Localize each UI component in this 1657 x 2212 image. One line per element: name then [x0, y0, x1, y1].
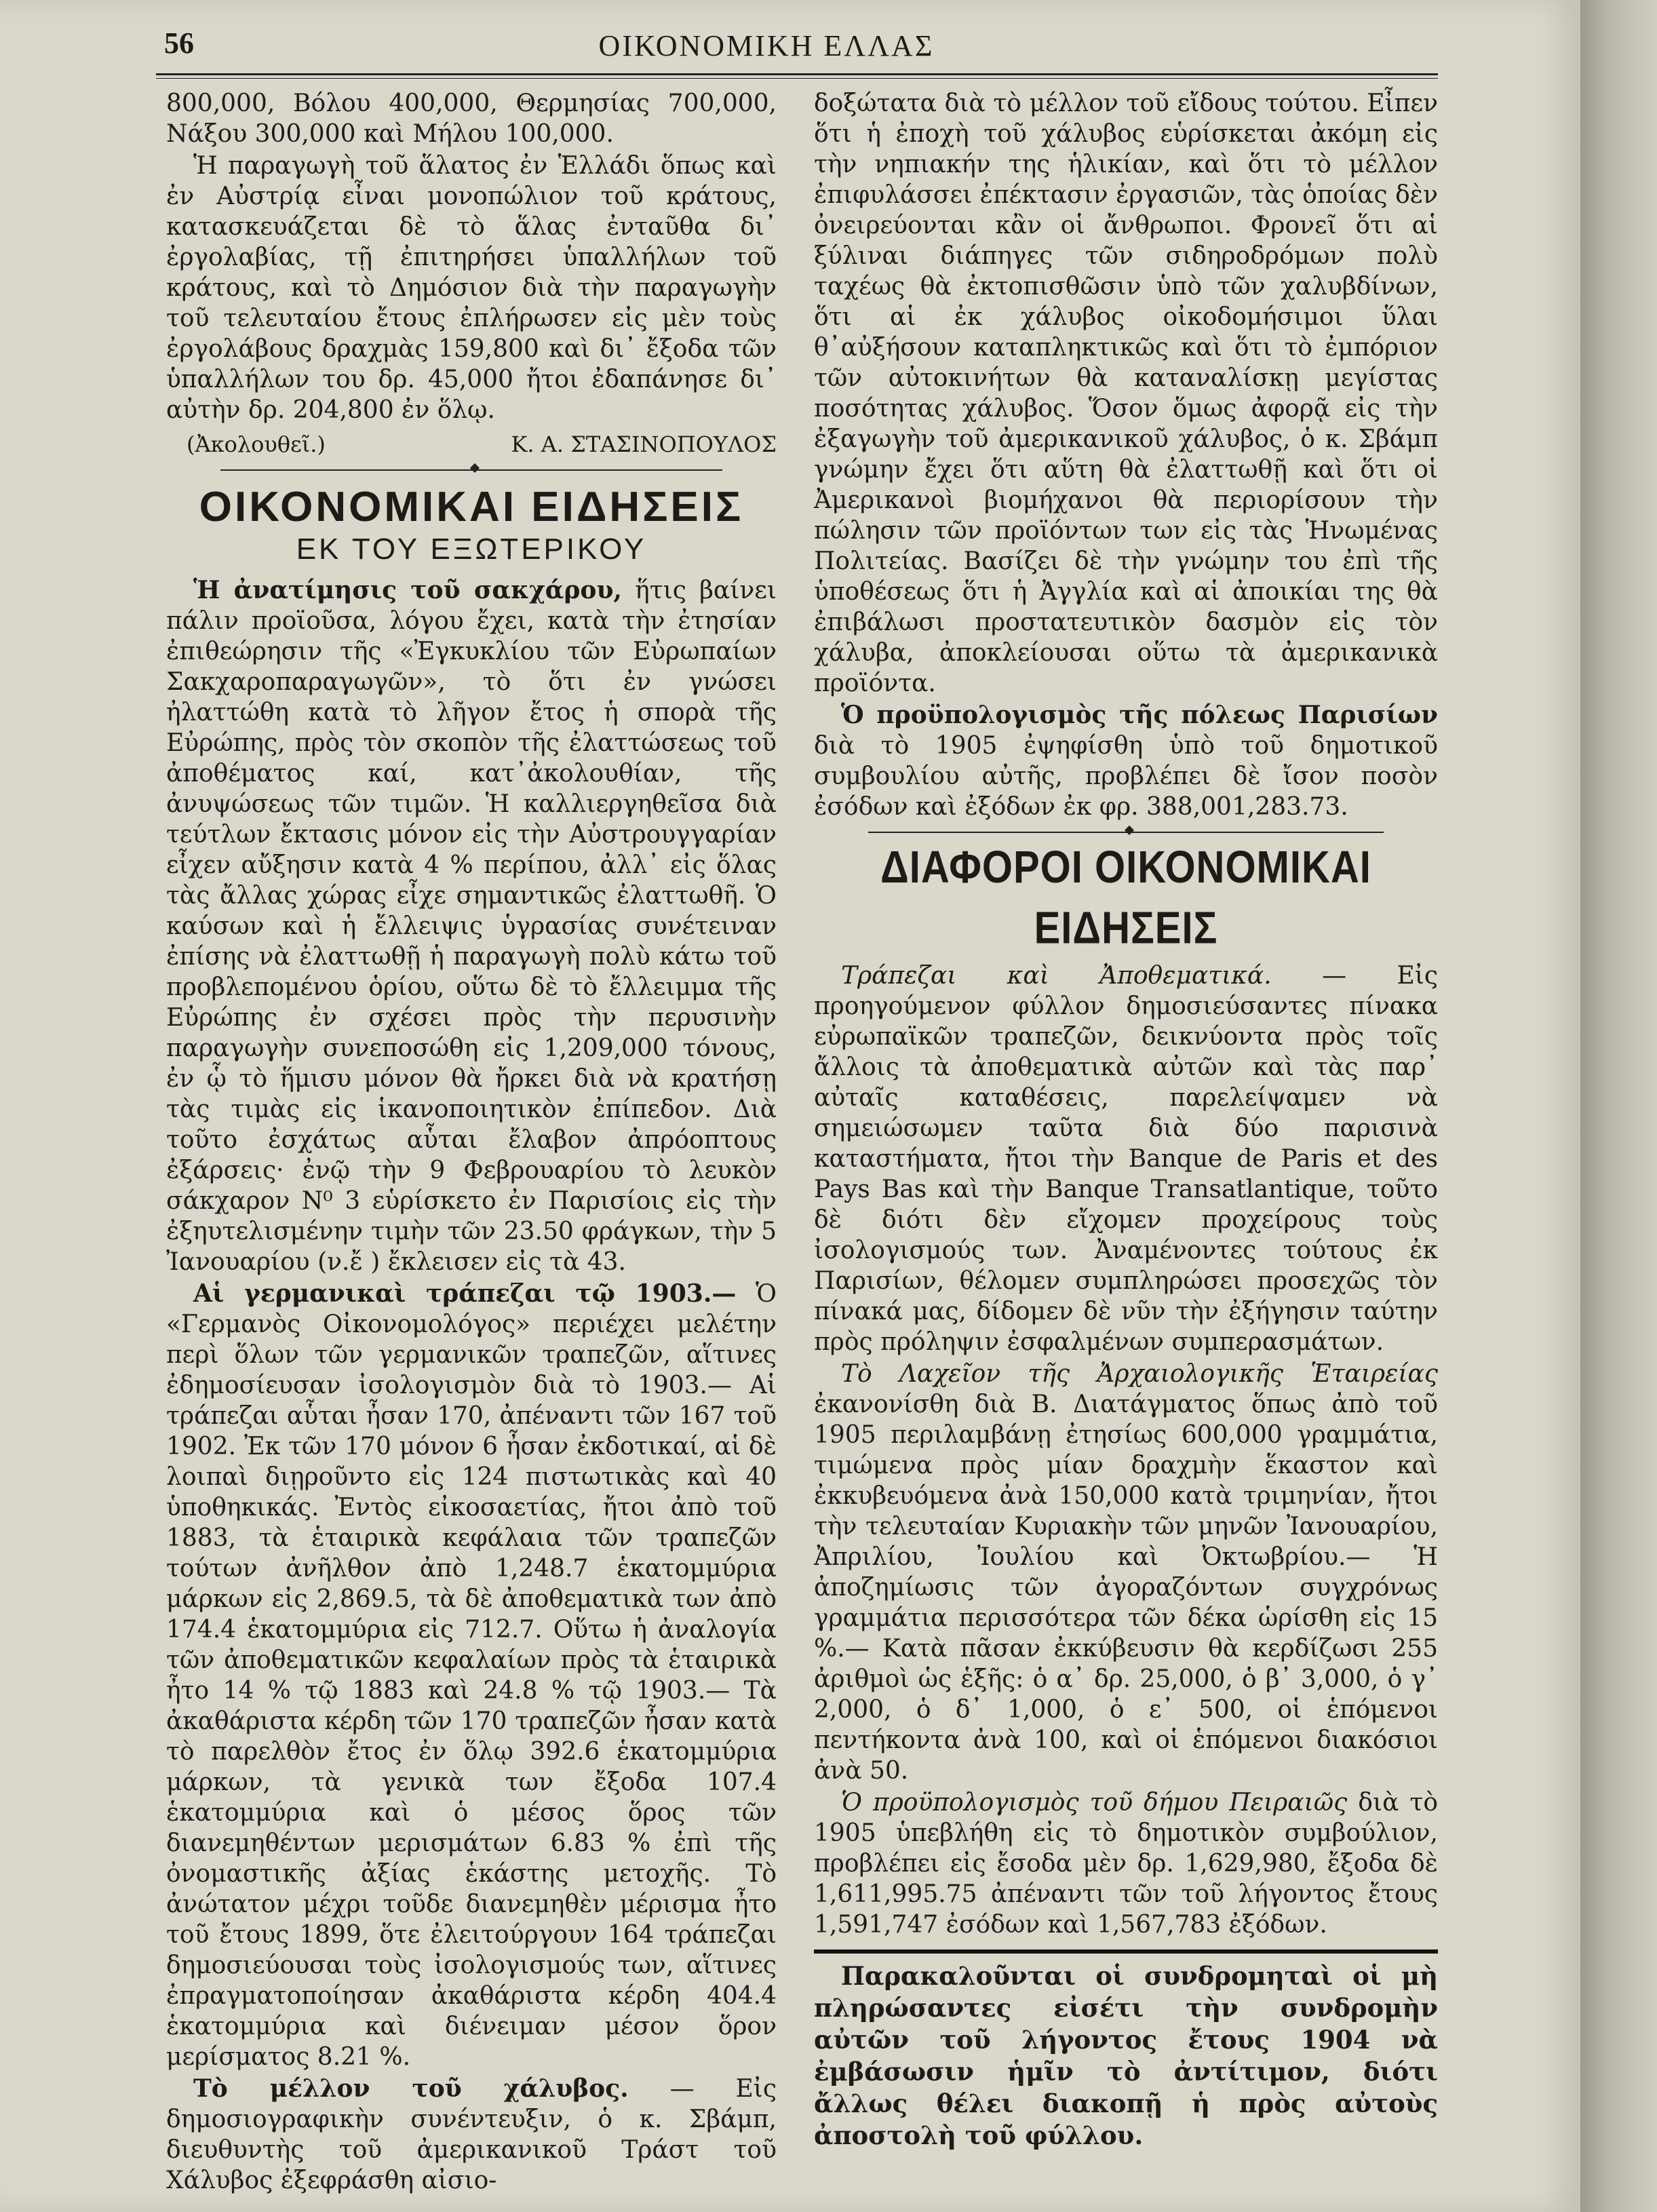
- subscriber-notice-text: Παρακαλοῦνται οἱ συνδρομηταὶ οἱ μὴ πληρώσαντες εἰσέτι τὴν συνδρομὴν αὐτῶν τοῦ λήγοντος ἔτους 1904 νὰ ἐμβάσωσιν ἡμῖν τὸ ἀντίτιμον, διότι ἄλλως θέλει διακοπῇ ἡ πρὸς αὐτοὺς ἀποστολὴ τοῦ φύλλου.: [814, 1961, 1438, 2150]
- article-lead-piraeus-budget: Ὁ προϋπολογισμὸς τοῦ δήμου Πειραιῶς: [841, 1789, 1348, 1817]
- article-lead-paris-budget: Ὁ προϋπολογισμὸς τῆς πόλεως Παρισίων: [841, 701, 1438, 729]
- continued-note: (Ἀκολουθεῖ.): [187, 431, 326, 457]
- article-lead-lottery: Τὸ Λαχεῖον τῆς Ἀρχαιολογικῆς Ἑταιρείας: [841, 1360, 1438, 1388]
- article-archaeological-lottery: [814, 1359, 1438, 1786]
- page-number: 56: [164, 26, 194, 60]
- section-title-foreign-news: ΟΙΚΟΝΟΜΙΚΑΙ ΕΙΔΗΣΕΙΣ: [199, 484, 744, 530]
- notice-rule: [814, 1949, 1438, 1954]
- article-body-german-banks: Ὁ «Γερμανὸς Οἰκονομολόγος» περιέχει μελέτην περὶ ὅλων τῶν γερμανικῶν τραπεζῶν, αἵτινες ἐδημοσίευσαν ἰσολογισμὸν διὰ τὸ 1903.— Αἱ τράπεζαι αὗται ἦσαν 170, ἀπέναντι τῶν 167 τοῦ 1902. Ἐκ τῶν 170 μόνον 6 ἦσαν ἐκδοτικαί, αἱ δὲ λοιπαὶ διῃροῦντο εἰς 124 πιστωτικὰς καὶ 40 ὑποθηκικάς. Ἐντὸς εἰκοσαετίας, ἤτοι ἀπὸ τοῦ 1883, τὰ ἑταιρικὰ κεφάλαια τῶν τραπεζῶν τούτων ἀνῆλθον ἀπὸ 1,248.7 ἑκατομμύρια μάρκων εἰς 2,869.5, τὰ δὲ ἀποθεματικὰ των ἀπὸ 174.4 ἑκατομμύρια εἰς 712.7. Οὕτω ἡ ἀναλογία τῶν ἀποθεματικῶν κεφαλαίων πρὸς τὰ ἑταιρικὰ ἦτο 14 % τῷ 1883 καὶ 24.8 % τῷ 1903.— Τὰ ἀκαθάριστα κέρδη τῶν 170 τραπεζῶν ἦσαν κατὰ τὸ παρελθὸν ἔτος ἐν ὅλῳ 392.6 ἑκατομμύρια μάρκων, τὰ γενικὰ των ἔξοδα 107.4 ἑκατομμύρια καὶ ὁ μέσος ὅρος τῶν διανεμηθέντων μερισμάτων 6.83 % ἐπὶ τῆς ὀνομαστικῆς ἀξίας ἑκάστης μετοχῆς. Τὸ ἀνώτατον μέχρι τοῦδε διανεμηθὲν μέρισμα ἦτο τοῦ ἔτους 1899, ὅτε ἐλειτούργουν 164 τράπεζαι δημοσιεύουσαι τοὺς ἰσολογισμούς των, αἵτινες ἐπραγματοποίησαν ἀκαθάριστα κέρδη 404.4 ἑκατομμύρια καὶ διένειμαν μέσον ὅρον μερίσματος 8.21 %.: [166, 1280, 777, 2071]
- page-header: [102, 14, 1431, 75]
- article-signature: [166, 429, 777, 460]
- article-body-steel: — Εἰς δημοσιογραφικὴν συνέντευξιν, ὁ κ. Σβάμπ, διευθυντὴς τοῦ ἀμερικανικοῦ Τράστ τοῦ Χάλυβος ἐξεφράσθη αἰσιο-: [166, 2075, 777, 2194]
- article-body-piraeus-budget: διὰ τὸ 1905 ὑπεβλήθη εἰς τὸ δημοτικὸν συμβούλιον, προβλέπει εἰς ἔσοδα μὲν δρ. 1,629,980, ἔξοδα δὲ 1,611,995.75 ἀπέναντι τῶν τοῦ λήγοντος ἔτους 1,591,747 ἐσόδων καὶ 1,567,783 ἐξόδων.: [814, 1789, 1439, 1939]
- article-lead-banks-reserves: Τράπεζαι καὶ Ἀποθεματικά.: [841, 962, 1272, 990]
- article-lead-steel: Τὸ μέλλον τοῦ χάλυβος.: [193, 2074, 629, 2103]
- article-steel: [166, 2074, 777, 2196]
- article-body-sugar: ἥτις βαίνει πάλιν προϊοῦσα, λόγου ἔχει, κατὰ τὴν ἐτησίαν ἐπιθεώρησιν τῆς «Ἐγκυκλίου τῶν Εὐρωπαίων Σακχαροπαραγωγῶν», τὸ ὅτι ἐν γνώσει ἠλαττώθη κατὰ τὸ λῆγον ἔτος ἡ σπορὰ τῆς Εὐρώπης, πρὸς τὸν σκοπὸν τῆς ἐλαττώσεως τοῦ ἀποθέματος καί, κατ᾽ἀκολουθίαν, τῆς ἀνυψώσεως τῶν τιμῶν. Ἡ καλλιεργηθεῖσα διὰ τεύτλων ἔκτασις μόνον εἰς τὴν Αὐστρουγγαρίαν εἶχεν αὔξησιν κατὰ 4 % περίπου, ἀλλ᾽ εἰς ὅλας τὰς ἄλλας χώρας εἶχε σημαντικῶς ἐλαττωθῆ. Ὁ καύσων καὶ ἡ ἔλλειψις ὑγρασίας συνέτειναν ἐπίσης νὰ ἐλαττωθῇ ἡ παραγωγὴ πολὺ κάτω τοῦ προβλεπομένου ὁρίου, οὕτω δὲ τὸ ἔλλειμμα τῆς Εὐρώπης ἐν σχέσει πρὸς τὴν περυσινὴν παραγωγὴν συνεποσώθη εἰς 1,209,000 τόνους, ἐν ᾧ τὸ ἥμισυ μόνον θὰ ἤρκει διὰ νὰ κρατήσῃ τὰς τιμὰς εἰς ἱκανοποιητικὸν ἐπίπεδον. Διὰ τοῦτο ἐσχάτως αὗται ἔλαβον ἀπρόοπτους ἐξάρσεις· ἐνῷ τὴν 9 Φεβρουαρίου τὸ λευκὸν σάκχαρον N⁰ 3 εὑρίσκετο ἐν Παρισίοις εἰς τὴν ἐξηυτελισμένην τιμὴν τῶν 23.50 φράγκων, τὴν 5 Ἰανουαρίου (ν.ἔ ) ἔκλεισεν εἰς τὰ 43.: [166, 577, 777, 1276]
- section-subtitle-foreign: ΕΚ ΤΟΥ ΕΞΩΤΕΡΙΚΟΥ: [296, 532, 647, 566]
- paragraph-salt-production: Ἡ παραγωγὴ τοῦ ἅλατος ἐν Ἑλλάδι ὅπως καὶ ἐν Αὐστρίᾳ εἶναι μονοπώλιον τοῦ κράτους, κατασκευάζεται δὲ τὸ ἅλας ἐνταῦθα δι᾽ ἐργολαβίας, τῇ ἐπιτηρήσει ὑπαλλήλων τοῦ κράτους, καὶ τὸ Δημόσιον διὰ τὴν παραγωγὴν τοῦ τελευταίου ἔτους ἐπλήρωσεν εἰς μὲν τοὺς ἐργολάβους δραχμὰς 159,800 καὶ δι᾽ ἔξοδα τῶν ὑπαλλήλων του δρ. 45,000 ἤτοι ἐδαπάνησε δι᾽ αὐτὴν δρ. 204,800 ἐν ὅλῳ.: [166, 152, 777, 424]
- article-banks-reserves: [814, 961, 1438, 1357]
- diamond-ornament-icon: [470, 463, 480, 473]
- article-body-paris-budget: διὰ τὸ 1905 ἐψηφίσθη ὑπὸ τοῦ δημοτικοῦ συμβουλίου αὐτῆς, προβλέπει δὲ ἴσον ποσὸν ἐσόδων καὶ ἐξόδων ἐκ φρ. 388,001,283.73.: [814, 732, 1438, 821]
- header-rule: [156, 73, 1438, 79]
- article-sugar: [166, 575, 777, 1277]
- section-title-misc-news: ΔΙΑΦΟΡΟΙ ΟΙΚΟΝΟΜΙΚΑΙ ΕΙΔΗΣΕΙΣ: [880, 842, 1371, 954]
- article-lead-sugar: Ἡ ἀνατίμησις τοῦ σακχάρου,: [193, 576, 622, 604]
- article-lead-german-banks: Αἱ γερμανικαὶ τράπεζαι τῷ 1903.—: [193, 1279, 737, 1308]
- article-piraeus-budget: [814, 1787, 1438, 1940]
- ornament-divider: [220, 469, 722, 480]
- paragraph-salt-figures: 800,000, Βόλου 400,000, Θερμησίας 700,000, Νάξου 300,000 καὶ Μήλου 100,000.: [166, 90, 777, 148]
- author-name: Κ. Α. ΣΤΑΣΙΝΟΠΟΥΛΟΣ: [511, 431, 777, 457]
- diamond-ornament-icon: [1125, 826, 1134, 835]
- article-paris-budget: [814, 700, 1438, 822]
- right-column: [814, 88, 1438, 2153]
- article-steel-continued: δοξώτατα διὰ τὸ μέλλον τοῦ εἴδους τούτου. Εἶπεν ὅτι ἡ ἐποχὴ τοῦ χάλυβος εὑρίσκεται ἀκόμη εἰς τὴν νηπιακήν της ἡλικίαν, καὶ ὅτι τὸ μέλλον ἐπιφυλάσσει ἐπέκτασιν ἐργασιῶν, τὰς ὁποίας δὲν ὀνειρεύονται κἂν οἱ ἄνθρωποι. Φρονεῖ ὅτι αἱ ξύλιναι διάπηγες τῶν σιδηροδρόμων πολὺ ταχέως θὰ ἐκτοπισθῶσιν ὑπὸ τῶν χαλυβδίνων, ὅτι αἱ ἐκ χάλυβος οἰκοδομήσιμοι ὕλαι θ᾽αὐξήσουν καταπληκτικῶς καὶ ὅτι τὸ ἐμπόριον τῶν αὐτοκινήτων θὰ καταναλίσκῃ μεγίστας ποσότητας χάλυβος. Ὅσον ὅμως ἀφορᾷ εἰς τὴν ἐξαγωγὴν τοῦ ἀμερικανικοῦ χάλυβος, ὁ κ. Σβάμπ γνώμην ἔχει ὅτι αὕτη θὰ ἐλαττωθῇ καὶ ὅτι οἱ Ἀμερικανοὶ βιομήχανοι θὰ περιορίσουν τὴν πώλησιν τῶν προϊόντων των εἰς τὰς Ἡνωμένας Πολιτείας. Βασίζει δὲ τὴν γνώμην του ἐπὶ τῆς ὑποθέσεως ὅτι ἡ Ἀγγλία καὶ αἱ ἀποικίαι της θὰ ἐπιβάλωσι προστατευτικὸν δασμὸν εἰς τὸν χάλυβα, ἀποκλείουσαι οὕτω τὰ ἀμερικανικὰ προϊόντα.: [814, 90, 1438, 697]
- subscriber-notice: [814, 1960, 1438, 2152]
- article-body-lottery: ἐκανονίσθη διὰ Β. Διατάγματος ὅπως ἀπὸ τοῦ 1905 περιλαμβάνῃ ἐτησίως 600,000 γραμμάτια, τιμώμενα πρὸς μίαν δραχμὴν ἕκαστον καὶ ἐκκυβευόμενα ἀνὰ 150,000 κατὰ τριμηνίαν, ἤτοι τὴν τελευταίαν Κυριακὴν τῶν μηνῶν Ἰανουαρίου, Ἀπριλίου, Ἰουλίου καὶ Ὀκτωβρίου.— Ἡ ἀποζημίωσις τῶν ἀγοραζόντων συγχρόνως γραμμάτια περισσότερα τῶν δέκα ὡρίσθη εἰς 15 %.— Κατὰ πᾶσαν ἐκκύβευσιν θὰ κερδίζωσι 255 ἀριθμοὶ ὡς ἑξῆς: ὁ α᾽ δρ. 25,000, ὁ β᾽ 3,000, ὁ γ᾽ 2,000, ὁ δ᾽ 1,000, ὁ ε᾽ 500, οἱ ἑπόμενοι πεντήκοντα ἀνὰ 100, καὶ οἱ ἑπόμενοι διακόσιοι ἀνὰ 50.: [814, 1391, 1438, 1785]
- page-edge-shadow: [1580, 0, 1657, 2212]
- running-title: ΟΙΚΟΝΟΜΙΚΗ ΕΛΛΑΣ: [598, 29, 935, 62]
- left-column: [166, 88, 777, 2197]
- article-body-banks-reserves: — Εἰς προηγούμενον φύλλον δημοσιεύσαντες πίνακα εὐρωπαϊκῶν τραπεζῶν, δεικνύοντα πρὸς τοῖς ἄλλοις τὰ ἀποθεματικὰ αὐτῶν καὶ τὰς παρ᾽ αὐταῖς καταθέσεις, παρελείψαμεν νὰ σημειώσωμεν ταῦτα διὰ δύο παρισινὰ καταστήματα, ἤτοι τὴν Banque de Paris et des Pays Bas καὶ τὴν Banque Transatlantique, τοῦτο δὲ διότι δὲν εἴχομεν προχείρους τοὺς ἰσολογισμούς των. Ἀναμένοντες τούτους ἐκ Παρισίων, θέλομεν συμπληρώσει προσεχῶς τὸν πίνακά μας, δίδομεν δὲ νῦν τὴν ἐξήγησιν ταύτην πρὸς πρόληψιν ἐσφαλμένων συμπερασμάτων.: [814, 962, 1439, 1356]
- article-german-banks: [166, 1279, 777, 2072]
